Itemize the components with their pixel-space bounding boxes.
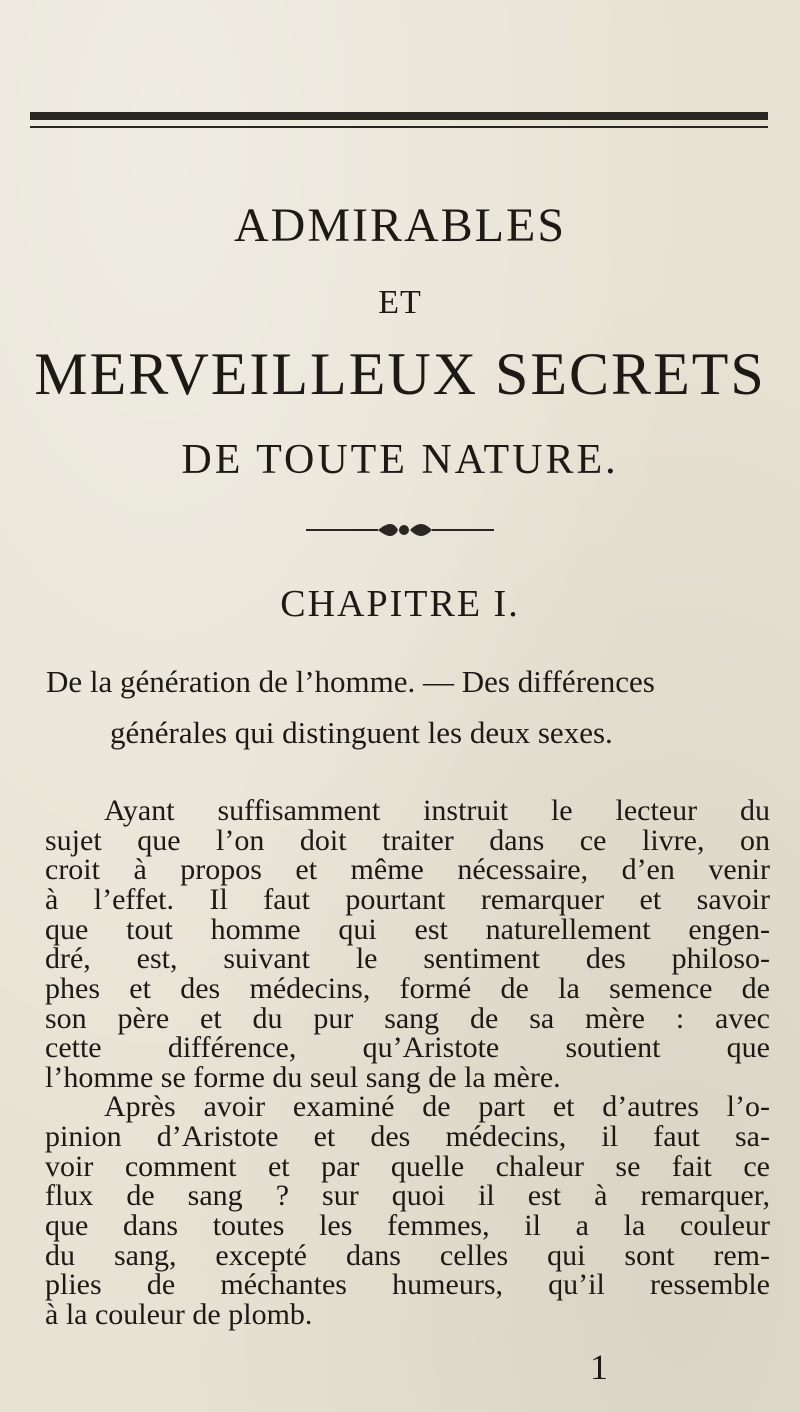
body-line: que tout homme qui est naturellement engen- bbox=[45, 913, 770, 946]
body-line: voir comment et par quelle chaleur se fait ce bbox=[45, 1150, 770, 1183]
body-line: son père et du pur sang de sa mère : avec bbox=[45, 1002, 770, 1035]
chapter-heading: CHAPITRE I. bbox=[280, 583, 520, 625]
body-line: flux de sang ? sur quoi il est à remarquer, bbox=[45, 1179, 770, 1212]
body-line: à l’effet. Il faut pourtant remarquer et savoir bbox=[45, 883, 770, 916]
top-thin-rule bbox=[30, 126, 768, 128]
body-line: à la couleur de plomb. bbox=[45, 1298, 313, 1331]
chapter-summary-line-1: De la génération de l’homme. — Des différences bbox=[46, 664, 655, 699]
body-line: plies de méchantes humeurs, qu’il ressemble bbox=[45, 1268, 770, 1301]
body-line: l’homme se forme du seul sang de la mère. bbox=[45, 1061, 561, 1094]
title-line-admirables: ADMIRABLES bbox=[233, 199, 567, 252]
body-line: phes et des médecins, formé de la semence de bbox=[45, 972, 770, 1005]
title-line-de-toute-nature: DE TOUTE NATURE. bbox=[181, 437, 619, 483]
body-line: dré, est, suivant le sentiment des philoso- bbox=[45, 942, 770, 975]
ornament-divider bbox=[300, 520, 500, 540]
title-line-merveilleux-secrets: MERVEILLEUX SECRETS bbox=[34, 341, 766, 407]
body-line: Ayant suffisamment instruit le lecteur du bbox=[104, 794, 770, 827]
body-line: que dans toutes les femmes, il a la couleur bbox=[45, 1209, 770, 1242]
body-line: du sang, excepté dans celles qui sont rem- bbox=[45, 1239, 770, 1272]
page-number: 1 bbox=[590, 1347, 608, 1387]
body-line: croit à propos et même nécessaire, d’en venir bbox=[45, 853, 770, 886]
body-line: pinion d’Aristote et des médecins, il faut sa- bbox=[45, 1120, 770, 1153]
title-line-et: ET bbox=[378, 284, 422, 321]
body-line: cette différence, qu’Aristote soutient que bbox=[45, 1031, 770, 1064]
chapter-summary-line-2: générales qui distinguent les deux sexes. bbox=[110, 715, 613, 750]
top-thick-rule bbox=[30, 112, 768, 120]
body-line: Après avoir examiné de part et d’autres l’o- bbox=[104, 1090, 770, 1123]
body-line: sujet que l’on doit traiter dans ce livre, on bbox=[45, 824, 770, 857]
